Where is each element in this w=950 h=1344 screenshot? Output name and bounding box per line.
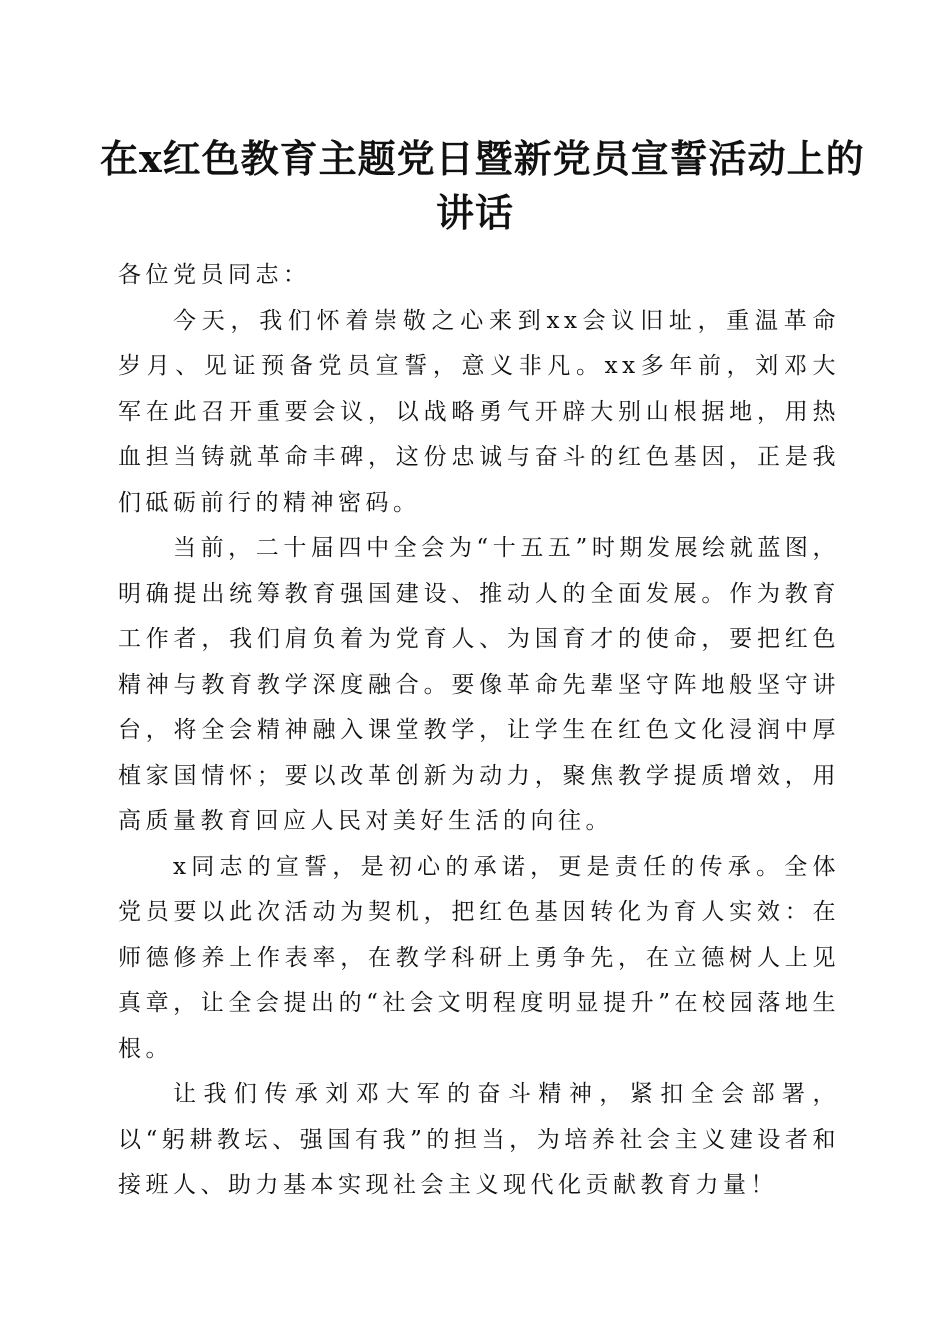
- paragraph-2: 当前，二十届四中全会为“十五五”时期发展绘就蓝图，明确提出统筹教育强国建设、推动人的全面发展。作为教育工作者，我们肩负着为党育人、为国育才的使命，要把红色精神与教育教学深度融合。要像革命先辈坚守阵地般坚守讲台，将全会精神融入课堂教学，让学生在红色文化浸润中厚植家国情怀；要以改革创新为动力，聚焦教学提质增效，用高质量教育回应人民对美好生活的向往。: [118, 535, 840, 834]
- document-title: [100, 132, 865, 240]
- paragraph-3: x同志的宣誓，是初心的承诺，更是责任的传承。全体党员要以此次活动为契机，把红色基因转化为育人实效：在师德修养上作表率，在教学科研上勇争先，在立德树人上见真章，让全会提出的“社会文明程度明显提升”在校园落地生根。: [118, 853, 840, 1062]
- title-line-2: 讲话: [435, 190, 514, 235]
- paragraph-4: 让我们传承刘邓大军的奋斗精神，紧扣全会部署，以“躬耕教坛、强国有我”的担当，为培养社会主义建设者和接班人、助力基本实现社会主义现代化贡献教育力量！: [118, 1081, 840, 1198]
- paragraph-1: 今天，我们怀着崇敬之心来到xx会议旧址，重温革命岁月、见证预备党员宣誓，意义非凡。xx多年前，刘邓大军在此召开重要会议，以战略勇气开辟大别山根据地，用热血担当铸就革命丰碑，这份忠诚与奋斗的红色基因，正是我们砥砺前行的精神密码。: [118, 307, 840, 516]
- salutation: 各位党员同志：: [118, 262, 311, 288]
- title-line-1: 在x红色教育主题党日暨新党员宣誓活动上的: [100, 136, 865, 181]
- document-body: [118, 253, 840, 1209]
